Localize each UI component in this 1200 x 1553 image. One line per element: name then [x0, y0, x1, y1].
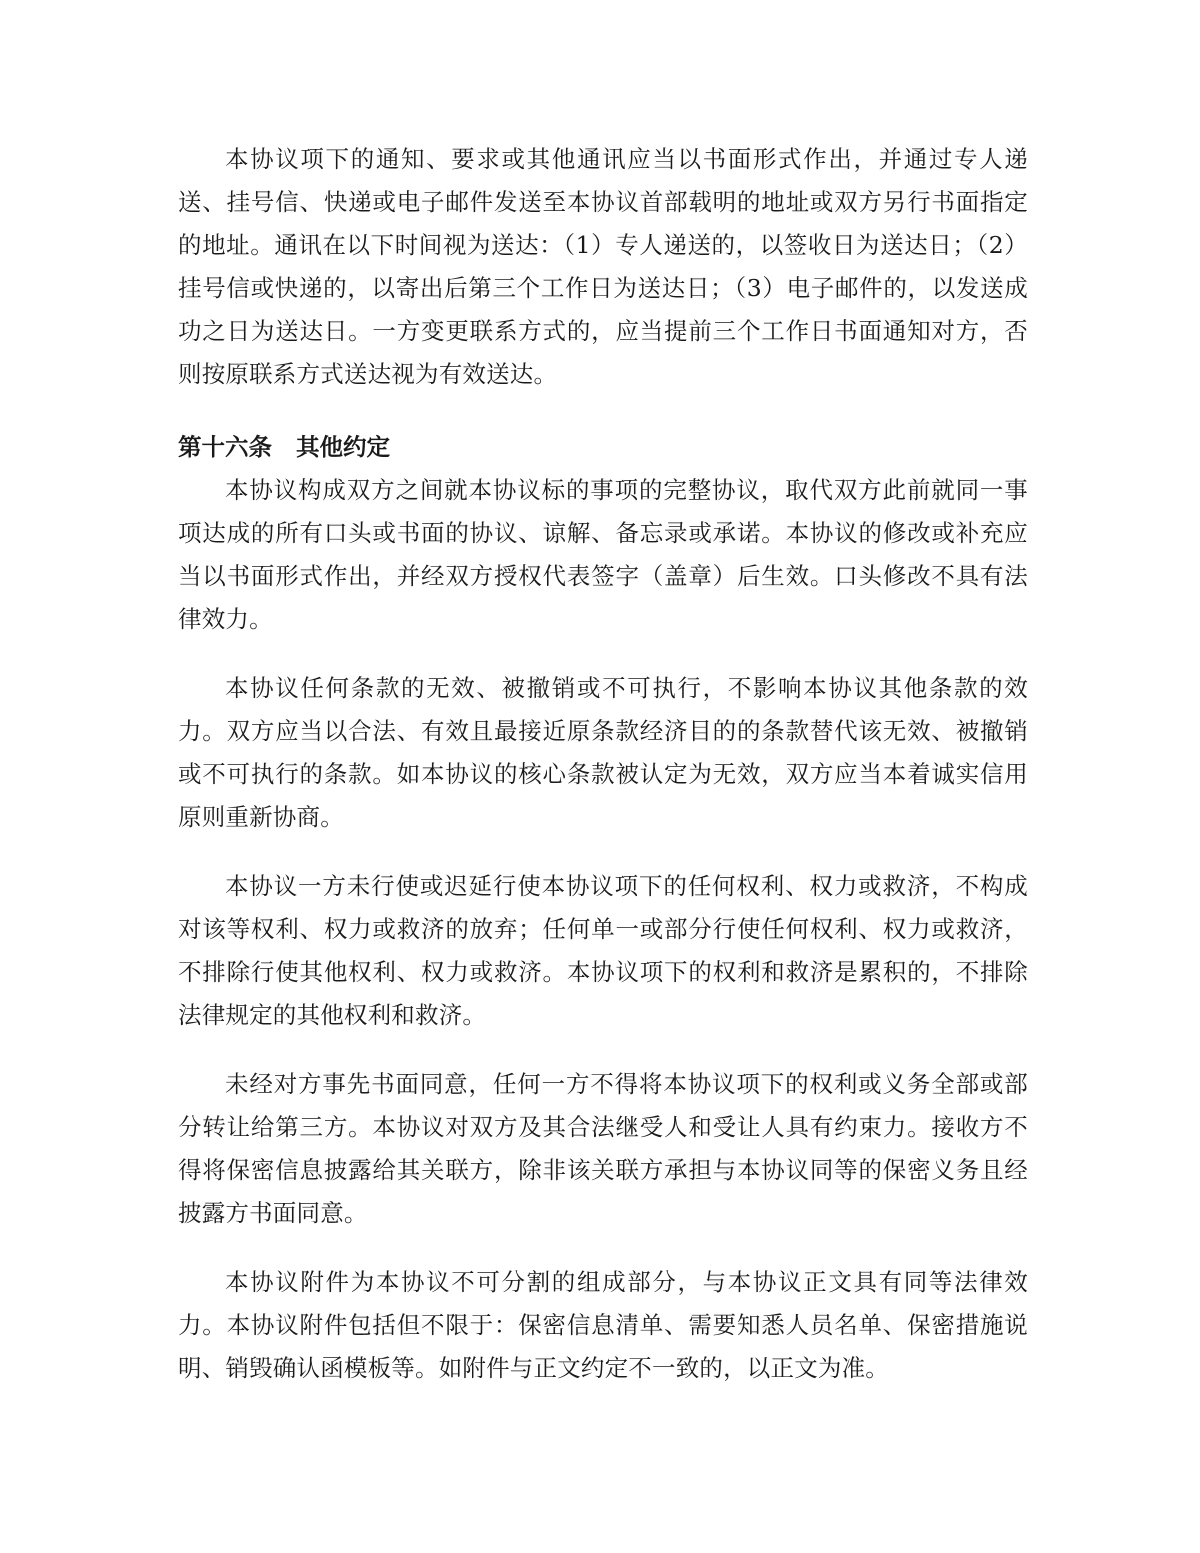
annex-paragraph: 本协议附件为本协议不可分割的组成部分，与本协议正文具有同等法律效力。本协议附件包括但不限于：保密信息清单、需要知悉人员名单、保密措施说明、销毁确认函模板等。如附件与正文约定不一致的，以正文为准。 [178, 1268, 1028, 1382]
section-heading [178, 426, 1028, 469]
section-title: 其他约定 [296, 433, 390, 461]
notice-clause-paragraph: 本协议项下的通知、要求或其他通讯应当以书面形式作出，并通过专人递送、挂号信、快递或电子邮件发送至本协议首部载明的地址或双方另行书面指定的地址。通讯在以下时间视为送达：（1）专人递送的，以签收日为送达日；（2）挂号信或快递的，以寄出后第三个工作日为送达日；（3）电子邮件的，以发送成功之日为送达日。一方变更联系方式的，应当提前三个工作日书面通知对方，否则按原联系方式送达视为有效送达。 [178, 145, 1028, 388]
document-body [178, 138, 1028, 1390]
severability-paragraph: 本协议任何条款的无效、被撤销或不可执行，不影响本协议其他条款的效力。双方应当以合法、有效且最接近原条款经济目的的条款替代该无效、被撤销或不可执行的条款。如本协议的核心条款被认定为无效，双方应当本着诚实信用原则重新协商。 [178, 674, 1028, 831]
assignment-paragraph: 未经对方事先书面同意，任何一方不得将本协议项下的权利或义务全部或部分转让给第三方。本协议对双方及其合法继受人和受让人具有约束力。接收方不得将保密信息披露给其关联方，除非该关联方承担与本协议同等的保密义务且经披露方书面同意。 [178, 1070, 1028, 1227]
entire-agreement-paragraph: 本协议构成双方之间就本协议标的事项的完整协议，取代双方此前就同一事项达成的所有口头或书面的协议、谅解、备忘录或承诺。本协议的修改或补充应当以书面形式作出，并经双方授权代表签字（盖章）后生效。口头修改不具有法律效力。 [178, 476, 1028, 633]
waiver-paragraph: 本协议一方未行使或迟延行使本协议项下的任何权利、权力或救济，不构成对该等权利、权力或救济的放弃；任何单一或部分行使任何权利、权力或救济，不排除行使其他权利、权力或救济。本协议项下的权利和救济是累积的，不排除法律规定的其他权利和救济。 [178, 872, 1028, 1029]
section-number: 第十六条 [178, 433, 272, 461]
